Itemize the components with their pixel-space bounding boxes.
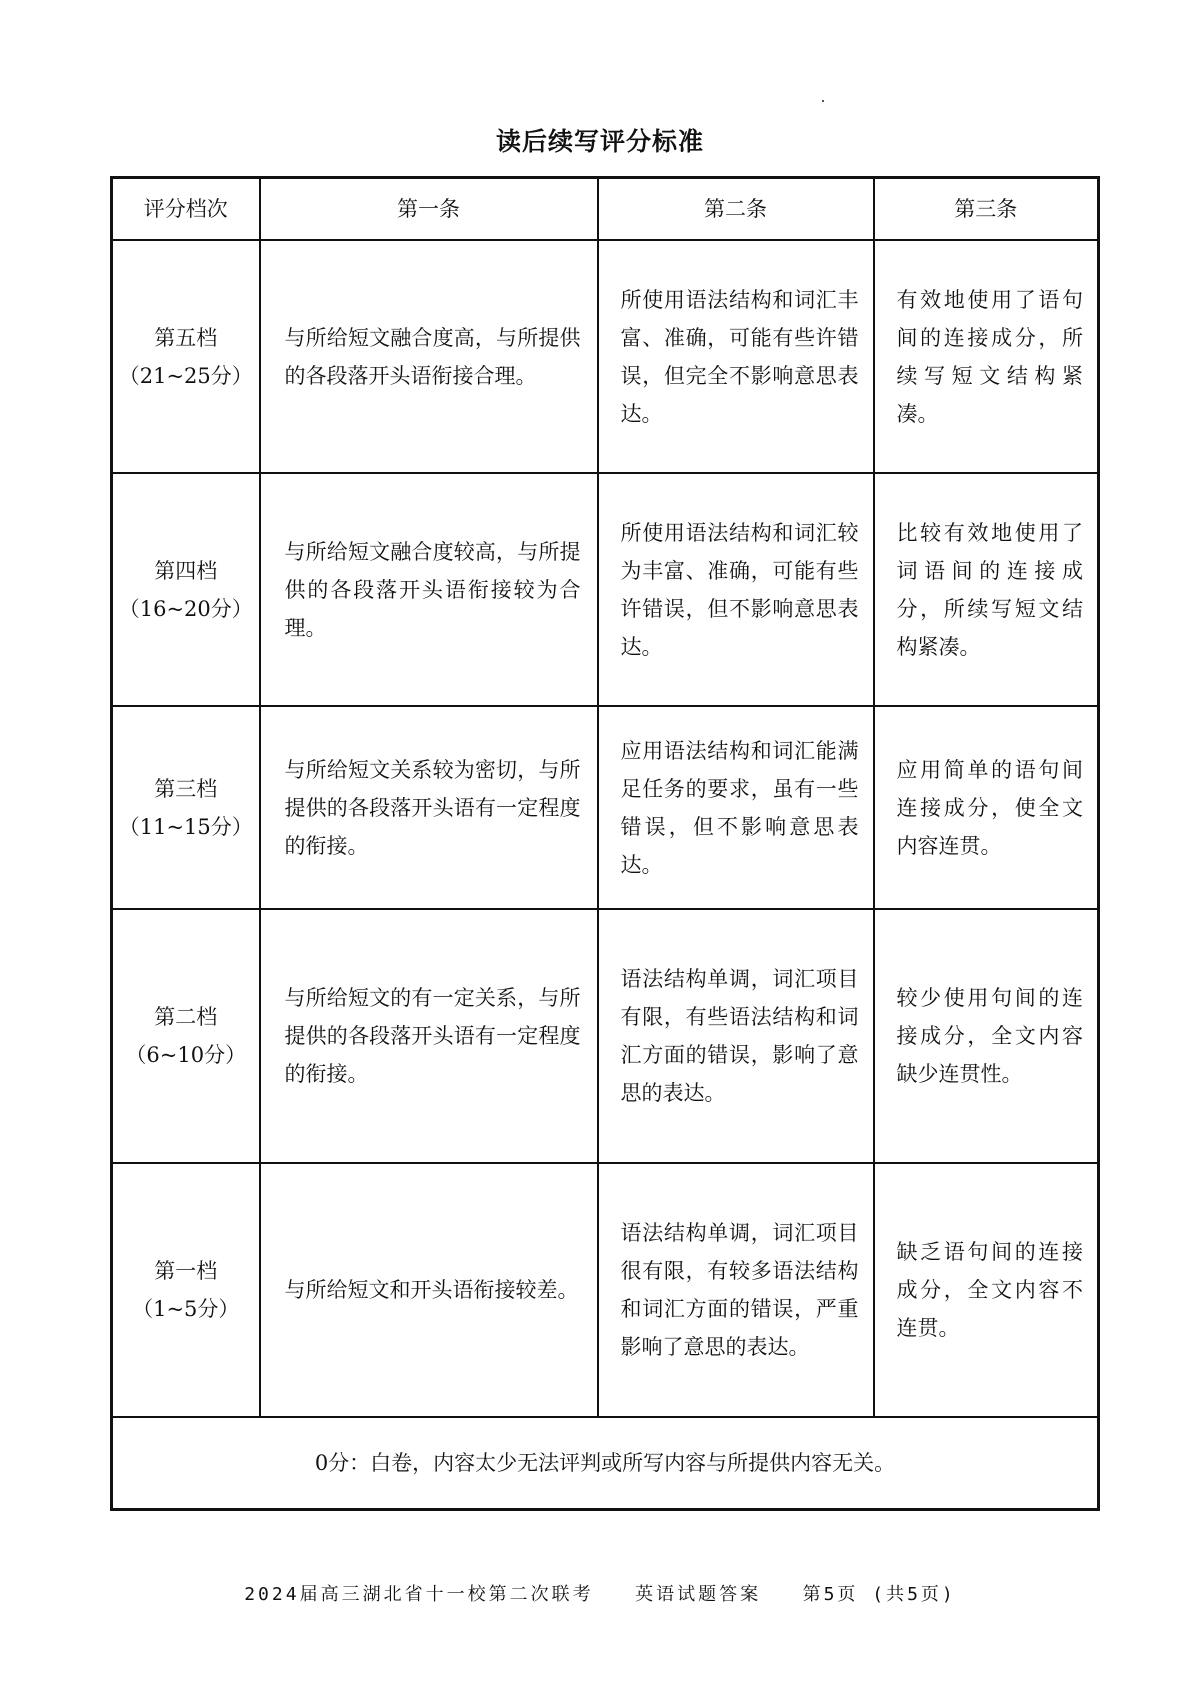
header-level: 评分档次 xyxy=(112,178,260,241)
criterion-2-cell: 应用语法结构和词汇能满足任务的要求，虽有一些错误，但不影响意思表达。 xyxy=(598,706,874,909)
page-footer: 2024届高三湖北省十一校第二次联考 英语试题答案 第5页 (共5页) xyxy=(244,1584,956,1605)
header-criterion-2: 第二条 xyxy=(598,178,874,241)
level-score: （16~20分） xyxy=(118,596,253,621)
rubric-table xyxy=(110,176,1100,1511)
criterion-2-cell: 所使用语法结构和词汇较为丰富、准确，可能有些许错误，但不影响意思表达。 xyxy=(598,473,874,706)
level-cell xyxy=(112,240,260,473)
level-cell xyxy=(112,909,260,1163)
level-score: （6~10分） xyxy=(125,1043,247,1067)
criterion-3-cell: 有效地使用了语句间的连接成分，所续写短文结构紧凑。 xyxy=(874,240,1099,473)
table-row xyxy=(112,706,1099,909)
table-row xyxy=(112,240,1099,473)
criterion-1-cell: 与所给短文融合度高，与所提供的各段落开头语衔接合理。 xyxy=(260,240,598,473)
header-criterion-1: 第一条 xyxy=(260,178,598,241)
criterion-2-cell: 语法结构单调，词汇项目有限，有些语法结构和词汇方面的错误，影响了意思的表达。 xyxy=(598,909,874,1163)
page-title: 读后续写评分标准 xyxy=(495,127,704,156)
level-name: 第三档 xyxy=(154,776,218,801)
criterion-3-cell: 比较有效地使用了词语间的连接成分，所续写短文结构紧凑。 xyxy=(874,473,1099,706)
criterion-1-cell: 与所给短文融合度较高，与所提供的各段落开头语衔接较为合理。 xyxy=(260,473,598,706)
criterion-1-cell: 与所给短文和开头语衔接较差。 xyxy=(260,1163,598,1417)
zero-score-cell: 0分：白卷，内容太少无法评判或所写内容与所提供内容无关。 xyxy=(112,1417,1099,1510)
table-row xyxy=(112,909,1099,1163)
level-name: 第五档 xyxy=(154,325,218,350)
level-score: （21~25分） xyxy=(118,363,253,388)
level-cell xyxy=(112,1163,260,1417)
level-score: （1~5分） xyxy=(132,1297,240,1321)
level-cell xyxy=(112,473,260,706)
criterion-2-cell: 所使用语法结构和词汇丰富、准确，可能有些许错误，但完全不影响意思表达。 xyxy=(598,240,874,473)
level-name: 第四档 xyxy=(154,558,218,583)
criterion-3-cell: 缺乏语句间的连接成分，全文内容不连贯。 xyxy=(874,1163,1099,1417)
criterion-1-cell: 与所给短文的有一定关系，与所提供的各段落开头语有一定程度的衔接。 xyxy=(260,909,598,1163)
level-name: 第一档 xyxy=(154,1259,218,1283)
criterion-3-cell: 应用简单的语句间连接成分，使全文内容连贯。 xyxy=(874,706,1099,909)
header-criterion-3: 第三条 xyxy=(874,178,1099,241)
table-row xyxy=(112,1163,1099,1417)
criterion-3-cell: 较少使用句间的连接成分，全文内容缺少连贯性。 xyxy=(874,909,1099,1163)
level-cell xyxy=(112,706,260,909)
criterion-1-cell: 与所给短文关系较为密切，与所提供的各段落开头语有一定程度的衔接。 xyxy=(260,706,598,909)
level-score: （11~15分） xyxy=(118,814,253,839)
scan-dot xyxy=(822,100,824,102)
table-row xyxy=(112,473,1099,706)
level-name: 第二档 xyxy=(154,1005,218,1029)
zero-score-row xyxy=(112,1417,1099,1510)
header-row xyxy=(112,178,1099,241)
criterion-2-cell: 语法结构单调，词汇项目很有限，有较多语法结构和词汇方面的错误，严重影响了意思的表达。 xyxy=(598,1163,874,1417)
